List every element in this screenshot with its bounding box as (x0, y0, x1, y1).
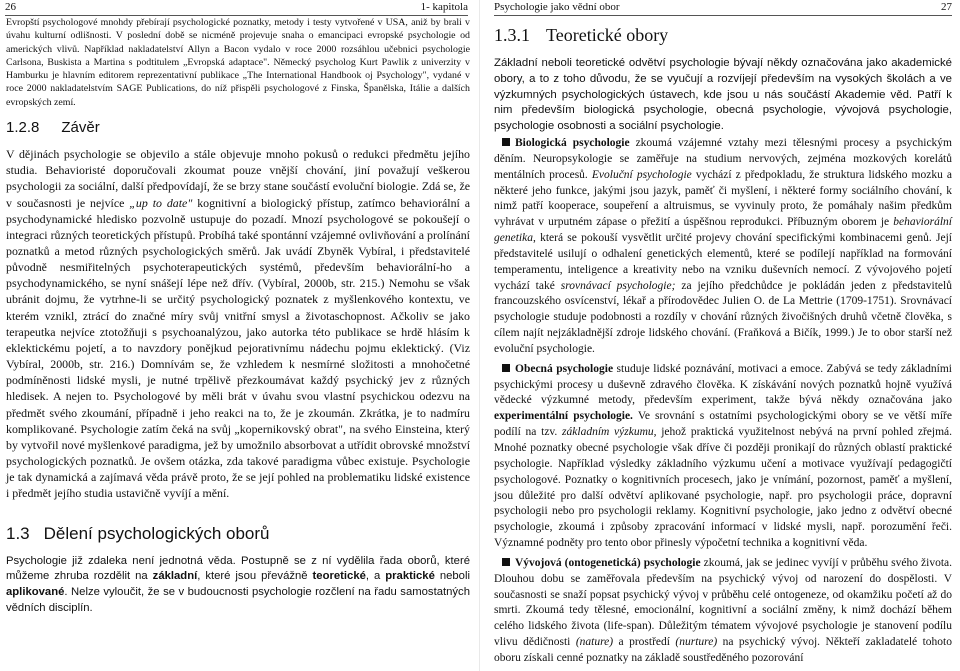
body-emphasis: Evoluční psychologie (591, 168, 692, 181)
section-intro: Základní neboli teoretické odvětví psychologie bývají někdy označována jako akademické obory, a to z toho důvodu, že se vyučují a rozvíjejí především na vysokých školách a ve výzkumných psychologických ústavech, kde jsou u nás součástí Akademie věd. Patří k nim především biologická psychologie, obecná psychologie, vývojová psychologie, psychologie osobnosti a sociální psychologie. (494, 57, 952, 133)
body-text: a prostředí (613, 636, 676, 649)
intro-text: , a (365, 570, 386, 583)
section-number: 1.3.1 (494, 25, 530, 45)
page-number: 27 (941, 1, 952, 13)
intro-text: Psychologie již zdaleka není jednotná věda. Postupně se z ní vydělila řada oborů, které můžeme zhruba rozdělit na (6, 554, 470, 583)
body-text: V dějinách psychologie se objevilo a stále objevuje mnoho pokusů o redukci předmětu jejího studia. Behavioristé doporučovali zkoumat pouze vnější chování, jiní považují veškerou psychologii za sociální, další předpovídají, že se brzy stane součástí evoluční biologie. Zdá se, že v současnosti je nejvíce (6, 147, 470, 210)
right-page-header (486, 0, 960, 16)
body-emphasis: (nurture) (675, 636, 718, 649)
body-text: jehož praktická využitelnost nebývá na první pohled zřejmá. Mnohé poznatky obecné psychologie však dříve či později pronikají do různých oblastí praktické psychologie. Například výsledky základního výzkumu učení a motivace využívají pedagogičtí psychologové. Poznatky o kognitivních procesech, jako je vnímání, pozornost, paměť a myšlení, jsou důležité pro další odvětví aplikované psychologie, např. pro psychologii práce, dopravní psychologii nebo pro psychologii reklamy. Kognitivní psychologie, jako jedno z odvětví obecné psychologie, zkoumá i způsoby zpracování informací v lidské mysli, např. porozumění řeči. Významné podněty pro tento obor přinesly výpočetní technika a kognitivní věda. (494, 426, 952, 550)
body-emphasis: behaviorální genetika (494, 216, 952, 245)
body-text: zkoumá vzájemné vztahy mezi tělesnými procesy a psychickým děním. Neuropsykologie se zaměřuje na studium nervových, zejména mozkových korelátů mentálních procesů. (494, 136, 952, 181)
small-print-paragraph: Evropští psychologové mnohdy přebírají psychologické poznatky, metody i testy vytvořené v USA, aniž by brali v úvahu kulturní odlišnosti. V poslední době se nicméně projevuje snaha o emancipaci evropské psychologie od amerických vlivů. Například nakladatelství Allyn a Bacon vydalo v roce 2000 rozsáhlou učebnici psychologie Carlsona, Buskista a Martina s podtitulem „Evropská adaptace". Německý psycholog Kurt Pawlik z univerzity v Hamburku je hlavním editorem reprezentativní publikace „The International Handbook oj Psychology", vydané v roce 2000 nakladatelstvím SAGE Publications, do níž přispěli psychologové z Finska, Španělska, Itálie a dalších evropských zemí. (6, 17, 470, 108)
intro-text: . Nelze vyloučit, že se v budoucnosti psychologie rozčlení na řadu samostatných vědních disciplín. (6, 586, 470, 614)
left-page (0, 0, 474, 671)
running-head: Psychologie jako vědní obor (494, 1, 620, 13)
bullet-square-icon (502, 138, 510, 146)
section-body (6, 146, 470, 501)
right-page-content (494, 16, 952, 667)
term-general-psychology: Obecná psychologie (515, 362, 614, 375)
paragraph-biological (494, 136, 952, 358)
term-biological-psychology: Biologická psychologie (515, 136, 630, 149)
running-head: 1- kapitola (420, 1, 468, 13)
body-text: studuje lidské poznávání, motivaci a emoce. Zabývá se tedy základními psychickými procesy u duševně zdravého člověka. K získávání nových poznatků hojně využívá vědecké výzkumné metody, především experiment, takže bývá někdy označována jako (494, 362, 952, 407)
left-page-content (6, 16, 470, 618)
bullet-square-icon (502, 364, 510, 372)
right-page (486, 0, 960, 671)
body-text: kognitivní a biologický přístup, zatímco behaviorální a psychodynamické hledisko pozvolně ustupuje do pozadí. Mnozí psychologové se pokoušejí o integraci různých teoretických přístupů. Probíhá také spontánní vzájemné ovlivňování a prolínání poznatků a metod různých psychologických směrů. Jak uvádí Zbyněk Vybíral, i představitelé původně nesmiřitelných psychoterapeutických systémů, především behaviorální-ho a psychodynamického, se nyní snášejí lépe než dřív. (Vybíral, 2000b, str. 215.) Nemohu se však ubránit dojmu, že vytrhne-li se určitý psychologický poznatek z myšlenkového kontextu, ve kterém vznikl, ztrácí do značné míry svůj vnitřní smysl a životaschopnost. Ačkoliv se jako terapeutka nejvíce ztotožňuji s psychoanalýzou, jako autorka této publikace se hrdě hlásím k eklektickému pojetí, a to navzdory ponějkud pejorativnímu nádechu pojmu eklektický. (Viz Vybíral, 2000b, str. 216.) Domnívám se, že vzhledem k nesmírné složitosti a mnohočetné podmíněnosti lidské mysli, je nutné trpělivě přezkoumávat každý psychický jev z různých hledisek. A nejen to. Psychologové by měli brát v úvahu svou vlastní psychickou odezvu na předmět svého zkoumání, případně i jeho reakci na to, že je zkoumán. Zkrátka, je to nadmíru komplikované. Psychologie zatím čeká na svůj „kopernikovský obrat", na svého Einsteina, který by vytvořil nové myšlenkové paradigma, jež by umožnilo absorbovat a utřídit obrovské množství psychologických poznatků. Je ovšem otázka, zda takové paradigma vůbec existuje. Psychologie je tak dynamická a zajímavá věda právě proto, že se její pohled na problematiku lidské existence i předmět jejího studia ustavičně vyvíjí a mění. (6, 195, 471, 501)
body-text: zkoumá, jak se jedinec vyvíjí v průběhu svého života. Dlouhou dobu se zaměřovala především na psychický vývoj od narození do dospělosti. V současnosti se snaží popsat psychický vývoj v průběhu celé ontogeneze, od okamžiku početí až do smrti. Zkoumá tedy tělesné, emocionální, kognitivní a sociální změny, k nimž dochází během celého lidského života (life-span). Důležitým tématem vývojové psychologie je stanovení podílu vlivu dědičnosti (494, 556, 953, 649)
paragraph-developmental (494, 556, 952, 667)
bullet-square-icon (502, 558, 510, 566)
chapter-heading (6, 524, 470, 544)
chapter-number: 1.3 (6, 523, 30, 543)
term-developmental-psychology: Vývojová (ontogenetická) psychologie (515, 556, 701, 569)
chapter-title: Dělení psychologických oborů (43, 523, 270, 543)
body-strong: experimentální psychologie. (494, 410, 633, 423)
section-title: Závěr (61, 119, 100, 137)
intro-text: , které jsou převážně (197, 570, 313, 583)
body-emphasis: „up to date" (129, 195, 193, 210)
body-text: Ve srovnání s ostatními psychologickými obory se ve větší míře podílí na tzv. (494, 410, 952, 439)
paragraph-general (494, 362, 952, 552)
intro-term: základní (152, 570, 198, 583)
section-title: Teoretické obory (546, 25, 669, 45)
body-text: , která se pokouší vysvětlit určité projevy chování specifickými kombinacemi genů. Její představitelé usilují o odhalení genetických elementů, které se podílejí například na formování temperamentu, inteligence a kreativity nebo na vzniku duševních nemocí. Z vývojového pojetí vychází také (494, 232, 952, 292)
body-emphasis: (nature) (575, 636, 614, 649)
intro-term: aplikované (6, 586, 65, 599)
intro-term: teoretické (312, 570, 366, 583)
body-emphasis: srovnávací psychologie; (560, 279, 676, 292)
page-gutter (479, 0, 480, 671)
body-emphasis: základním výzkumu, (562, 426, 657, 439)
section-heading (6, 119, 470, 136)
chapter-intro (6, 554, 470, 617)
page-number: 26 (5, 1, 16, 13)
intro-text: neboli (434, 570, 470, 583)
section-heading (494, 25, 952, 46)
left-page-header (0, 0, 474, 16)
section-number: 1.2.8 (6, 119, 40, 137)
body-text: za jejího předchůdce je pokládán jeden z představitelů francouzského osvícenství, lékař a přírodovědec Julien O. de La Mettrie (1709-1751). Srovnávací psychologie studuje podobnosti a rozdíly v chování různých živočišných druhů včetně člověka, s cílem najít nejzákladnější zdroje lidského chování. (Fraňková a Bičík, 1999.) Je to obor starší než evoluční psychologie. (494, 279, 952, 355)
intro-term: praktické (385, 570, 435, 583)
body-text: na psychický vývoj. Někteří zakladatelé tohoto oboru získali cenné poznatky na základě soustředěného pozorování (494, 636, 952, 664)
body-text: vychází z předpokladu, že struktura lidského mozku a některé jeho funkce, jakými jsou jazyk, paměť či myšlení, i některé formy sociálního chování, k nimž patří kooperace, soupeření a altruismus, se vyvinuly proto, že pomáhaly našim předkům vyhrávat v urputném zápase o přežití a úspěšnou reprodukci. Příbuzným oborem je (494, 168, 952, 229)
